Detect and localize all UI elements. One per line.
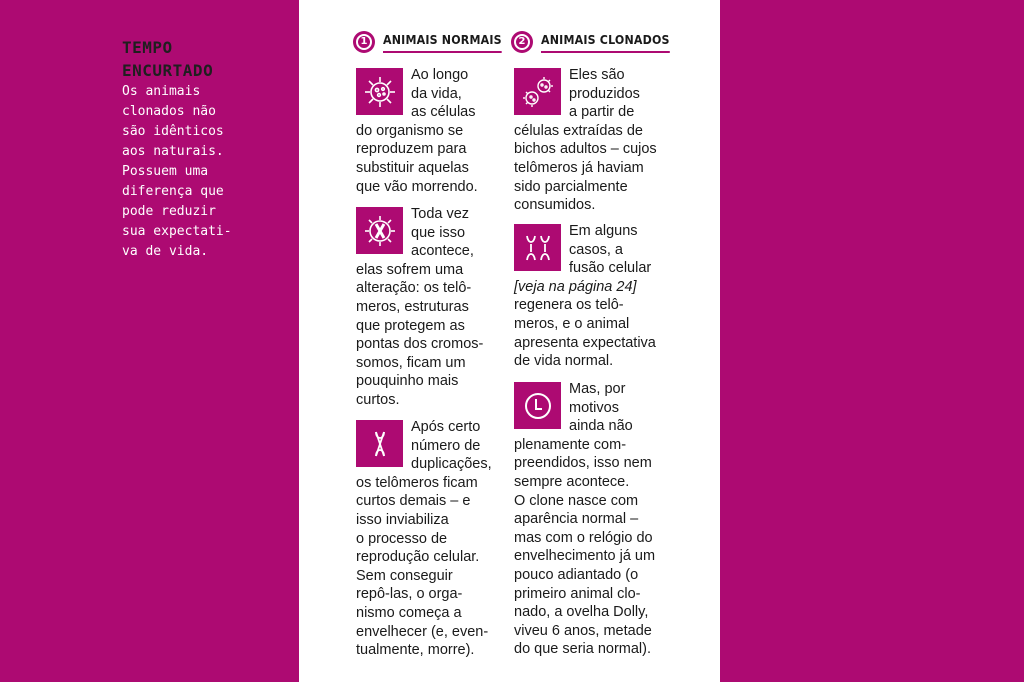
cells-icon xyxy=(514,68,561,115)
short-chromosome-icon xyxy=(356,420,403,467)
block-text: Ao longo da vida, as células do organismo se reproduzem para substituir aquelas que vão morrendo. xyxy=(356,67,478,195)
column-title: ANIMAIS NORMAIS xyxy=(383,31,502,53)
text-block xyxy=(514,66,662,215)
block-text: Toda vez que isso acontece, elas sofrem uma alteração: os telô- meros, estruturas que protegem as pontas dos cromos- somos, ficam um pouquinho mais curtos. xyxy=(356,206,484,408)
column-header xyxy=(511,30,681,54)
chromosomes-icon xyxy=(514,224,561,271)
number-badge: 2 xyxy=(511,31,533,53)
block-text: Em alguns casos, a fusão celular [veja na página 24] regenera os telô- meros, e o animal apresenta expectativa de vida normal. xyxy=(514,223,656,370)
text-block xyxy=(514,222,662,371)
column-title: ANIMAIS CLONADOS xyxy=(541,31,670,53)
block-text: Eles são produzidos a partir de células extraídas de bichos adultos – cujos telômeros já haviam sido parcialmente consumidos. xyxy=(514,67,657,214)
sidebar-intro: Os animais clonados não são idênticos aos naturais. Possuem uma diferença que pode reduzir sua expectati- va de vida. xyxy=(122,84,232,259)
column-header xyxy=(353,30,512,54)
block-text: Mas, por motivos ainda não plenamente com- preendidos, isso nem sempre acontece. O clone nasce com aparência normal – mas com o relógio do envelhecimento já um pouco adiantado (o primeiro animal clo- nado, a ovelha Dolly, viveu 6 anos, metade do que seria normal). xyxy=(514,381,656,658)
text-block xyxy=(356,205,502,410)
text-block xyxy=(356,418,502,660)
cell-icon xyxy=(356,68,403,115)
number-badge: 1 xyxy=(353,31,375,53)
text-block xyxy=(514,380,662,659)
sidebar xyxy=(122,36,292,262)
block-text: Após certo número de duplicações, os telômeros ficam curtos demais – e isso inviabiliza o processo de reprodução celular. Sem conseguir repô-las, o orga- nismo começa a envelhecer (e, even- tualmente, morre). xyxy=(356,419,492,659)
sidebar-title: TEMPO ENCURTADO xyxy=(122,38,214,80)
text-block xyxy=(356,66,502,196)
chromosome-altered-icon xyxy=(356,207,403,254)
clock-icon xyxy=(514,382,561,429)
page-reference: [veja na página 24] xyxy=(514,278,637,295)
